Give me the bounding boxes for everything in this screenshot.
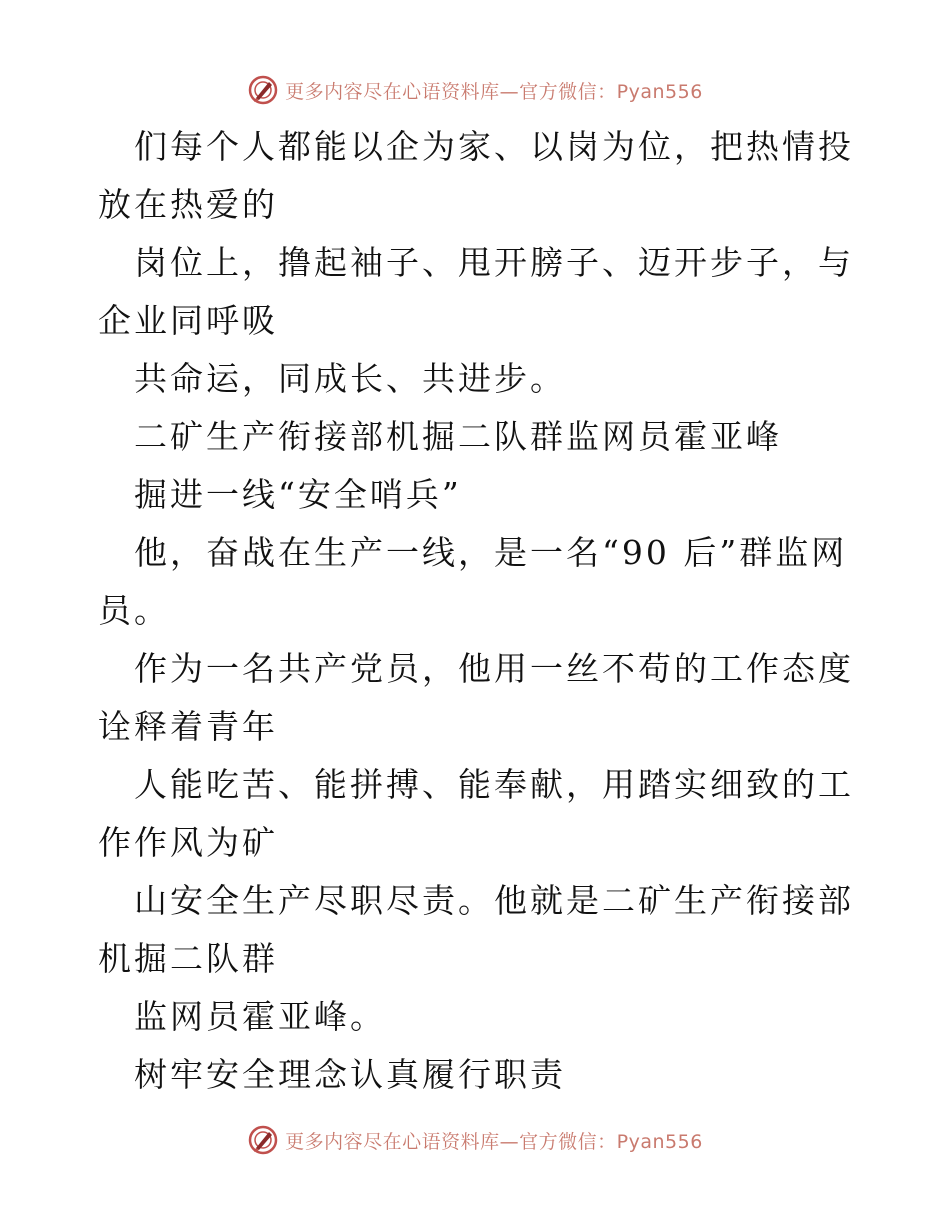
paragraph: 山安全生产尽职尽责。他就是二矿生产衔接部机掘二队群 <box>98 881 854 978</box>
header-watermark <box>0 72 950 108</box>
paragraph: 作为一名共产党员，他用一丝不苟的工作态度诠释着青年 <box>98 649 854 746</box>
section-heading: 掘进一线“安全哨兵” <box>134 475 462 514</box>
paragraph: 监网员霍亚峰。 <box>134 997 386 1036</box>
paragraph: 共命运，同成长、共进步。 <box>134 359 566 398</box>
watermark-text: 更多内容尽在心语资料库—官方微信：Pyan556 <box>285 1130 703 1153</box>
paragraph: 们每个人都能以企为家、以岗为位，把热情投放在热爱的 <box>98 127 854 224</box>
paragraph: 人能吃苦、能拼搏、能奉献，用踏实细致的工作作风为矿 <box>98 765 854 862</box>
pen-seal-logo-icon <box>247 1124 279 1156</box>
footer-watermark <box>0 1122 950 1158</box>
document-body <box>98 118 858 1104</box>
paragraph: 岗位上，撸起袖子、甩开膀子、迈开步子，与企业同呼吸 <box>98 243 854 340</box>
watermark-text: 更多内容尽在心语资料库—官方微信：Pyan556 <box>285 80 703 103</box>
pen-seal-logo-icon <box>247 74 279 106</box>
paragraph: 二矿生产衔接部机掘二队群监网员霍亚峰 <box>134 417 782 456</box>
section-heading: 树牢安全理念认真履行职责 <box>134 1055 566 1094</box>
paragraph: 他，奋战在生产一线，是一名“90 后”群监网员。 <box>98 533 848 630</box>
